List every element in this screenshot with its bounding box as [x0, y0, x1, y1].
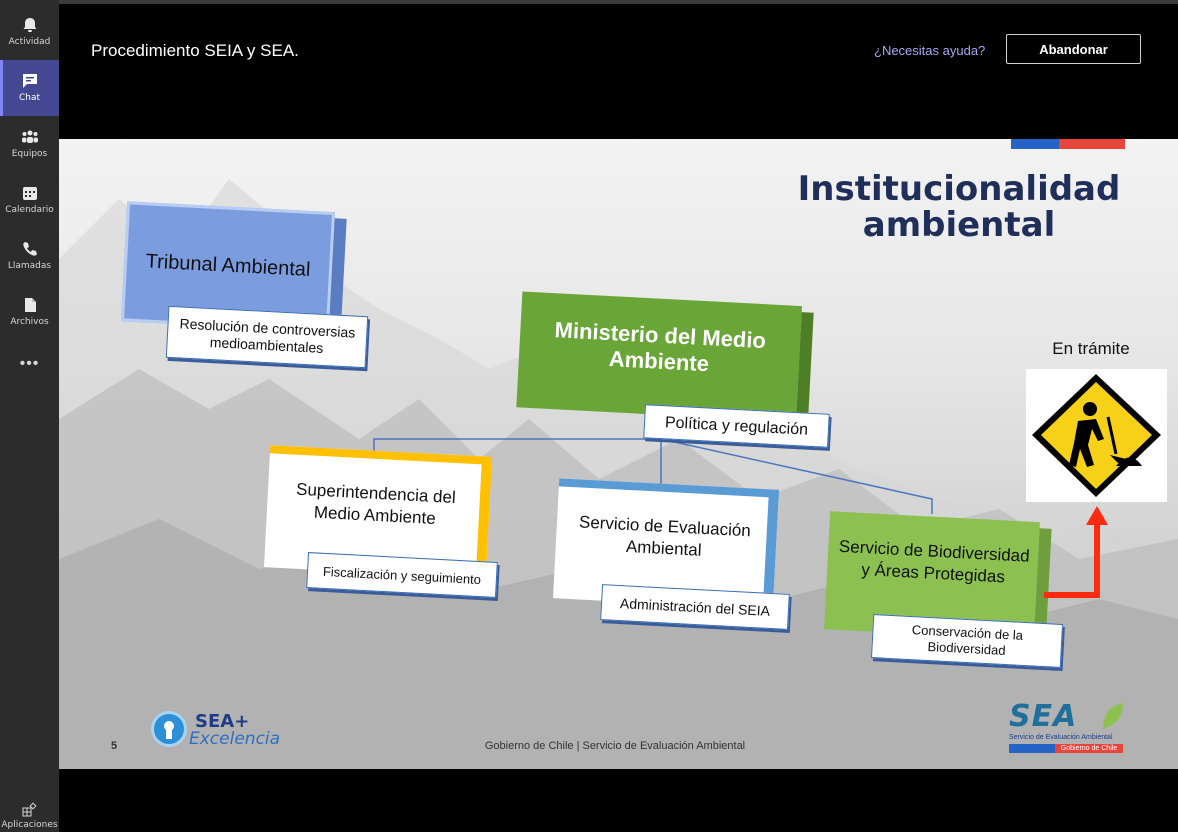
- help-link[interactable]: ¿Necesitas ayuda?: [874, 43, 986, 58]
- sea-logo-right: [1009, 699, 1127, 755]
- tribunal-label: Resolución de controversias medioambientales: [166, 306, 368, 368]
- rail-item-label: Aplicaciones: [1, 820, 58, 830]
- chat-icon: [21, 72, 39, 90]
- logo-right-sub: Servicio de Evaluación Ambiental: [1009, 734, 1113, 741]
- slide-footer: Gobierno de Chile | Servicio de Evaluación Ambiental: [484, 740, 746, 752]
- rail-item-calendario[interactable]: [0, 172, 59, 228]
- medal-icon: [151, 711, 187, 747]
- slide-title-line2: ambiental: [862, 205, 1056, 245]
- sbap-title: Servicio de Biodiversidad y Áreas Protegidas: [838, 536, 1031, 587]
- window-top-border: [59, 0, 1178, 4]
- sea-title: Servicio de Evaluación Ambiental: [578, 512, 752, 560]
- teams-icon: [21, 128, 39, 146]
- rail-item-label: Calendario: [5, 205, 54, 215]
- page-number: 5: [111, 740, 118, 752]
- slide-title-line1: Institucionalidad: [797, 169, 1121, 209]
- logo-left-main: SEA+: [195, 711, 250, 732]
- phone-icon: [21, 240, 39, 258]
- sea-excelencia-logo: [149, 709, 279, 753]
- meeting-title: Procedimiento SEIA y SEA.: [91, 41, 299, 60]
- red-arrow: [1042, 501, 1122, 601]
- leave-button[interactable]: Abandonar: [1006, 34, 1141, 64]
- rail-item-equipos[interactable]: [0, 116, 59, 172]
- apps-icon: [22, 802, 38, 818]
- leaf-icon: [1099, 701, 1125, 731]
- rail-item-label: Actividad: [8, 37, 51, 47]
- more-options-icon[interactable]: •••: [19, 355, 40, 372]
- superintendencia-title: Superintendencia del Medio Ambiente: [295, 479, 457, 529]
- rail-item-chat[interactable]: [0, 60, 59, 116]
- rail-item-label: Chat: [18, 93, 41, 103]
- shared-slide: [59, 139, 1178, 769]
- superintendencia-label: Fiscalización y seguimiento: [306, 552, 498, 598]
- bell-icon: [21, 16, 39, 34]
- sbap-label: Conservación de la Biodiversidad: [871, 614, 1063, 668]
- sea-label: Administración del SEIA: [600, 584, 790, 630]
- rail-item-label: Equipos: [11, 149, 48, 159]
- ministerio-label: Política y regulación: [643, 404, 830, 448]
- construction-sign: [1026, 369, 1167, 502]
- logo-left-sub: Excelencia: [189, 729, 281, 749]
- logo-right-gov: Gobierno de Chile: [1055, 744, 1123, 753]
- rail-item-llamadas[interactable]: [0, 228, 59, 284]
- rail-item-apps[interactable]: [0, 800, 59, 830]
- worker-sign-icon: [1026, 369, 1167, 502]
- rail-item-label: Llamadas: [7, 261, 52, 271]
- gov-bar: [1009, 744, 1123, 753]
- en-tramite-label: En trámite: [1052, 339, 1130, 358]
- tribunal-title: Tribunal Ambiental: [145, 250, 311, 281]
- app-rail: [0, 0, 59, 832]
- rail-item-actividad[interactable]: [0, 4, 59, 60]
- calendar-icon: [21, 184, 39, 202]
- ministerio-title: Ministerio del Medio Ambiente: [554, 317, 767, 377]
- rail-item-archivos[interactable]: [0, 284, 59, 340]
- rail-item-label: Archivos: [10, 317, 49, 327]
- file-icon: [21, 296, 39, 314]
- logo-right-main: SEA: [1009, 699, 1078, 734]
